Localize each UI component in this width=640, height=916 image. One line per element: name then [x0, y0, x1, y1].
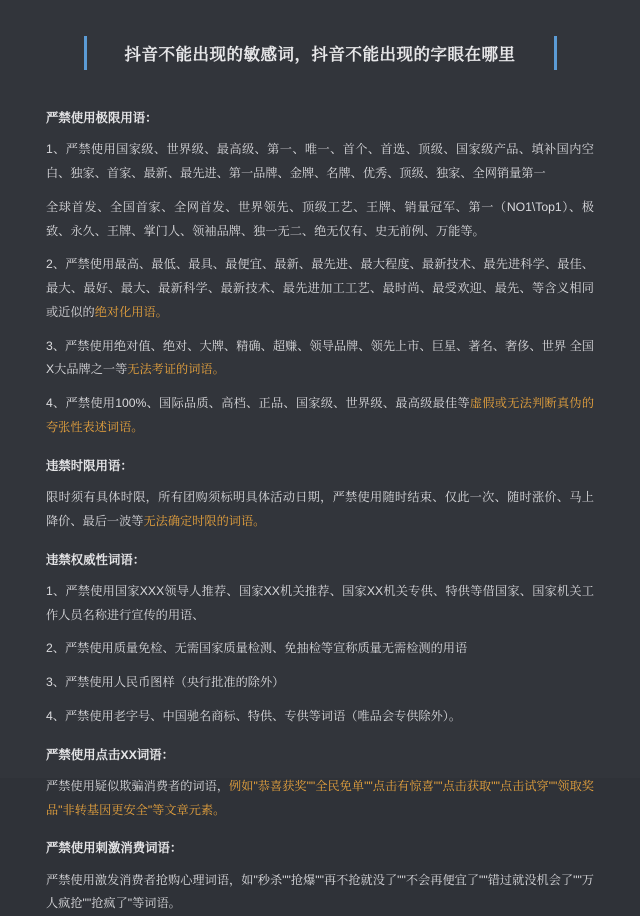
section-heading: 违禁时限用语：: [46, 458, 133, 473]
paragraph: [46, 637, 594, 661]
highlighted-text: 无法考证的词语。: [127, 362, 225, 377]
highlighted-text: 无法确定时限的词语。: [143, 513, 266, 528]
paragraph: [46, 253, 594, 324]
section-heading: 违禁权威性词语：: [46, 552, 146, 567]
paragraph: [46, 671, 594, 695]
highlighted-text: 例如"恭喜获奖""全民免单""点击有惊喜""点击获取""点击试穿""领取奖品"非转基因更安全"等文章元素。: [46, 778, 594, 817]
highlighted-text: 绝对化用语。: [94, 304, 168, 319]
document-body: [0, 106, 640, 916]
body-text: 2、严禁使用最高、最低、最具、最便宜、最新、最先进、最大程度、最新技术、最先进科学、最佳、最大、最好、最大、最新科学、最新技术、最先进加工工艺、最时尚、最受欢迎、最先、等含义相同或近似的: [46, 257, 594, 319]
paragraph: [46, 775, 594, 823]
body-text: 限时须有具体时限，所有团购须标明具体活动日期，严禁使用随时结束、仅此一次、随时涨价、马上降价、最后一波等: [46, 489, 594, 528]
paragraph: [46, 196, 594, 244]
section-heading: 严禁使用刺激消费词语：: [46, 841, 183, 856]
highlighted-text: 虚假或无法判断真伪的夸张性表述词语。: [46, 396, 595, 434]
page-title-row: [0, 0, 640, 92]
title-accent-bar-right: [554, 36, 557, 70]
body-text: 严禁使用疑似欺骗消费者的词语，: [46, 778, 230, 793]
title-accent-bar-left: [84, 36, 87, 70]
paragraph: [46, 869, 594, 916]
paragraph: [46, 705, 594, 729]
section-heading: 严禁使用极限用语：: [46, 111, 158, 125]
body-text: 4、严禁使用100%、国际品质、高档、正品、国家级、世界级、最高级最佳等: [46, 396, 470, 411]
paragraph: [46, 138, 594, 186]
body-text: 3、严禁使用绝对值、绝对、大牌、精确、超赚、领导品牌、领先上市、巨星、著名、奢侈、世界 全国X大品牌之一等: [46, 338, 594, 377]
paragraph: [46, 392, 594, 440]
paragraph: [46, 580, 594, 628]
paragraph: [46, 335, 594, 383]
paragraph: [46, 486, 594, 534]
page-title: 抖音不能出现的敏感词，抖音不能出现的字眼在哪里: [124, 46, 516, 64]
body-text: 4、严禁使用老字号、中国驰名商标、特供、专供等词语（唯品会专供除外）。: [46, 708, 462, 723]
body-text: 1、严禁使用国家级、世界级、最高级、第一、唯一、首个、首选、顶级、国家级产品、填补国内空白、独家、首家、最新、最先进、第一品牌、金牌、名牌、优秀、顶级、独家、全网销量第一: [46, 142, 594, 180]
body-text: 严禁使用激发消费者抢购心理词语，如"秒杀""抢爆""再不抢就没了""不会再便宜了""错过就没机会了""万人疯抢""抢疯了"等词语。: [46, 872, 594, 911]
body-text: 全球首发、全国首家、全网首发、世界领先、顶级工艺、王牌、销量冠军、第一（NO1\Top1）、极致、永久、王牌、掌门人、领袖品牌、独一无二、绝无仅有、史无前例、万能等。: [46, 199, 594, 238]
body-text: 2、严禁使用质量免检、无需国家质量检测、免抽检等宣称质量无需检测的用语: [46, 641, 468, 656]
section-heading: 严禁使用点击XX词语：: [46, 747, 175, 762]
body-text: 3、严禁使用人民币图样（央行批准的除外）: [46, 675, 285, 690]
body-text: 1、严禁使用国家XXX领导人推荐、国家XX机关推荐、国家XX机关专供、特供等借国家、国家机关工作人员名称进行宣传的用语、: [46, 583, 594, 622]
